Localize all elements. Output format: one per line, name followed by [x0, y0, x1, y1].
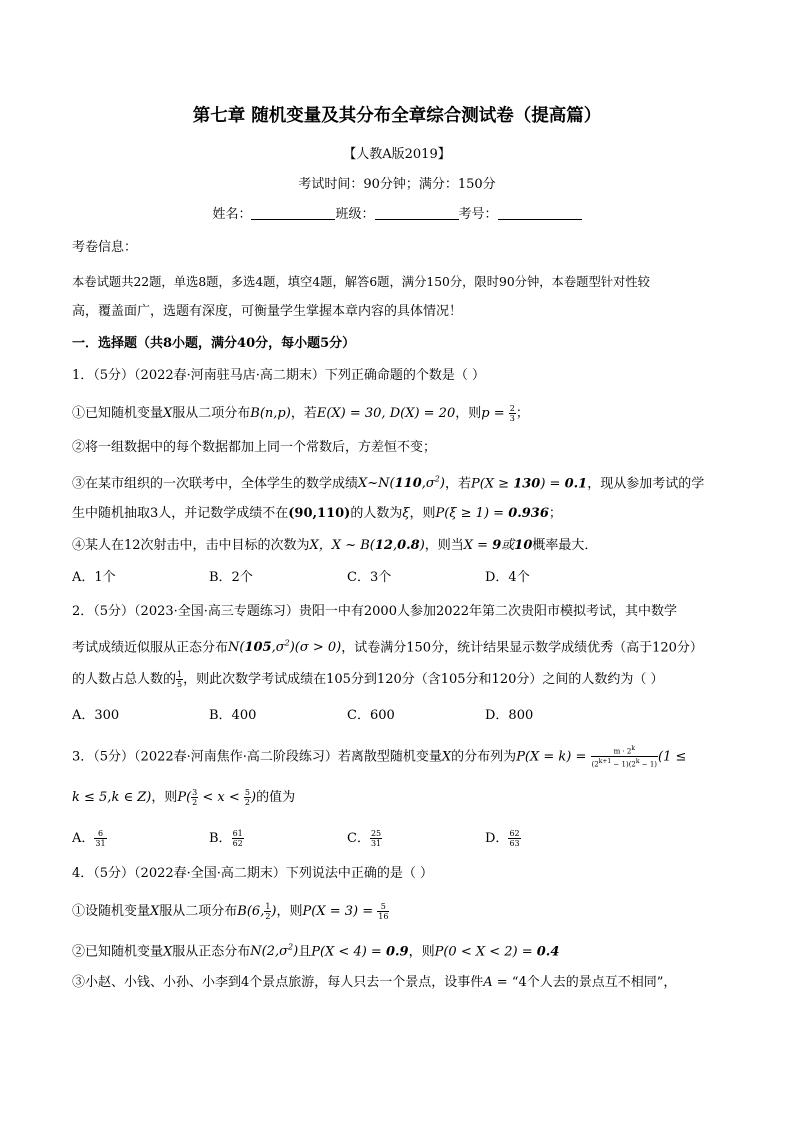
q3-text-d: 的值为 [256, 790, 296, 805]
q2-option-c[interactable]: C．600 [347, 708, 395, 723]
q2-math-normal: $N(105,\sigma^2)(\sigma > 0)$ [228, 639, 342, 656]
q1-s3-math-normal: $X\sim N(110,\sigma^2)$ [358, 475, 445, 492]
q3-option-d-num: 62 [509, 829, 520, 838]
q1-s4-text-c: 概率最大． [532, 538, 598, 553]
q4-s2-text-c: 且 [298, 944, 312, 960]
q1-statement-2: ②将一组数据中的每个数据都加上同一个常数后，方差恒不变； [72, 440, 437, 455]
q3-option-c[interactable] [347, 829, 382, 848]
q1-s1-text-a: ①已知随机变量 [72, 406, 164, 421]
q3-text-b: 的分布列为 [451, 749, 517, 765]
q3-option-b-fraction [232, 829, 244, 848]
edition-label: 【人教A版2019】 [343, 147, 451, 162]
q2-line-3 [72, 670, 664, 689]
q4-s3-text-b: “4个人去的景点互不相同”， [511, 975, 677, 990]
q4-s1-text-b: 服从二项分布 [159, 904, 238, 919]
name-label: 姓名： [212, 207, 252, 222]
section-heading: 一．选择题（共8小题，满分40分，每小题5分） [72, 336, 356, 351]
class-label: 班级： [335, 207, 375, 222]
q1-s4-text-b: ，则当 [424, 538, 464, 553]
q3-line-2 [72, 788, 295, 807]
q3-option-c-label: C． [347, 831, 370, 846]
q1-option-c[interactable]: C．3个 [347, 570, 392, 585]
q1-s3-text-c: ，现从参加考试的学 [587, 476, 705, 492]
q3-math-x: X [441, 749, 452, 765]
q1-s3-math-xi: ξ [402, 506, 410, 521]
q3-math-close: ) [251, 790, 257, 805]
q1-s1-fraction: $\frac{2}{3}$ [509, 404, 515, 423]
q1-option-a[interactable]: A．1个 [72, 570, 116, 585]
q1-s1-text-d: ，则 [455, 406, 482, 421]
q1-s3-text-a: ③在某市组织的一次联考中，全体学生的数学成绩 [72, 476, 359, 492]
q3-frac-low: $\frac{3}{2}$ [192, 788, 198, 807]
q3-math-pmf: P(X = k) = [516, 749, 591, 765]
page-title: 第七章 随机变量及其分布全章综合测试卷（提高篇） [192, 106, 602, 126]
q3-math-prob: P( [177, 790, 192, 805]
q4-s2-text-d: ，则 [408, 944, 435, 960]
q1-s4-text-a: ④某人在12次射击中，击中目标的次数为 [72, 538, 310, 553]
q1-s4-math-dist: X，X ~ B(12,0.8) [309, 538, 425, 553]
q2-option-a[interactable]: A．300 [72, 708, 120, 723]
q3-line-1 [72, 744, 686, 770]
q4-s2-math-cond: P(X < 4) = 0.9 [311, 944, 409, 960]
q1-statement-3-cont: 生中随机抽取3人，并记数学成绩不在(90,110)的人数为ξ，则P(ξ ≥ 1) = 0.936； [72, 506, 562, 521]
q1-s1-text-c: ，若 [290, 406, 317, 421]
q3-option-c-fraction [370, 829, 382, 848]
q1-s1-math-cond: E(X) = 30, D(X) = 20 [316, 406, 456, 421]
q4-s3-math-a: A = [483, 975, 512, 990]
q2-text-b: ，试卷满分150分，统计结果显示数学成绩优秀（高于120分） [341, 640, 703, 656]
q2-option-b[interactable]: B．400 [209, 708, 257, 723]
q3-math-ineq: < x < [198, 790, 244, 805]
q3-option-a[interactable] [72, 829, 107, 848]
q1-s1-math-p: p = [481, 406, 509, 421]
exam-time: 考试时间：90分钟；满分：150分 [298, 177, 496, 192]
q4-statement-1 [72, 902, 389, 921]
q1-s3-text-f: ，则 [409, 506, 436, 521]
q2-option-d[interactable]: D．800 [485, 708, 534, 723]
q2-line-1: 2．（5分）（2023·全国·高三专题练习）贵阳一中有2000人参加2022年第二次贵阳市模拟考试，其中数学 [72, 604, 678, 619]
q3-math-range-b: k ≤ 5,k ∈ Z) [72, 790, 152, 805]
q3-option-a-label: A． [72, 831, 95, 846]
q4-s2-text-b: 服从正态分布 [172, 944, 251, 960]
q3-option-d[interactable] [485, 829, 521, 848]
q1-s3-math-prob: P(X ≥ 130) = 0.1 [470, 476, 588, 492]
q3-option-c-den: 31 [370, 839, 382, 848]
q3-option-d-den: 63 [509, 839, 520, 848]
q3-text-a: 3．（5分）（2022春·河南焦作·高二阶段练习）若离散型随机变量 [72, 749, 442, 765]
q1-s1-math-binom: B(n,p) [250, 406, 291, 421]
q3-text-c: ，则 [151, 790, 178, 805]
q1-option-b[interactable]: B．2个 [209, 570, 253, 585]
q3-frac-high: $\frac{5}{2}$ [244, 788, 250, 807]
q1-statement-3 [72, 472, 704, 492]
number-label: 考号： [458, 207, 498, 222]
q4-s1-text-a: ①设随机变量 [72, 904, 151, 919]
q3-option-b-label: B． [209, 831, 232, 846]
q1-s3-math-interval: (90,110) [288, 506, 351, 521]
q2-text-d: ，则此次数学考试成绩在105分到120分（含105分和120分）之间的人数约为（ ） [183, 672, 664, 687]
q4-s1-math-close: ) [271, 904, 277, 919]
q4-s1-frac-half: $\frac{1}{2}$ [265, 902, 271, 921]
q3-option-d-label: D． [485, 831, 509, 846]
q4-s1-frac-result: $\frac{5}{16}$ [378, 902, 389, 921]
q2-fraction: $\frac{1}{5}$ [177, 670, 183, 689]
q1-statement-4 [72, 538, 597, 554]
q4-statement-2 [72, 940, 559, 960]
q3-option-b[interactable] [209, 829, 244, 848]
q3-option-b-num: 61 [232, 829, 243, 838]
q1-s3-text-d: 生中随机抽取3人，并记数学成绩不在 [72, 506, 289, 521]
q3-option-a-den: 31 [95, 839, 106, 848]
info-label: 考卷信息： [72, 240, 138, 255]
q4-stem: 4．（5分）（2022春·全国·高二期末）下列说法中正确的是（ ） [72, 866, 434, 881]
number-blank [498, 207, 582, 220]
q4-s2-math-x: X [163, 944, 173, 960]
info-line-1: 本卷试题共22题，单选8题，多选4题，填空4题，解答6题，满分150分，限时90分钟，本卷题型针对性较 [72, 275, 650, 289]
class-blank [375, 207, 459, 220]
q1-s4-math-cond: X = 9或10 [463, 538, 533, 553]
q4-s1-text-c: ，则 [276, 904, 303, 919]
q1-stem: 1．（5分）（2022春·河南驻马店·高二期末）下列正确命题的个数是（ ） [72, 368, 486, 383]
q3-pmf-fraction: $\frac{m \cdot 2k}{(2k+1 - 1)(2k - 1)}$ [591, 745, 658, 769]
q1-s3-text-e: 的人数为 [350, 506, 403, 521]
q1-s1-text-b: 服从二项分布 [172, 406, 251, 421]
q3-option-b-den: 62 [232, 839, 243, 848]
name-blank [251, 207, 335, 220]
q1-s3-math-result: P(ξ ≥ 1) = 0.936 [435, 506, 549, 521]
q3-option-a-num: 6 [94, 829, 106, 839]
q1-s3-text-b: ，若 [444, 476, 471, 492]
q3-option-c-num: 25 [370, 829, 382, 838]
q3-option-a-fraction [94, 829, 106, 848]
q4-s3-text-a: ③小赵、小钱、小孙、小李到4个景点旅游，每人只去一个景点，设事件 [72, 975, 484, 990]
q4-s1-math-x: X [150, 904, 160, 919]
q4-s2-text-a: ②已知随机变量 [72, 944, 164, 960]
q4-s1-math-binom: B(6, [237, 904, 265, 919]
q1-s1-math-x: X [163, 406, 173, 421]
q4-s1-math-prob: P(X = 3) = [302, 904, 378, 919]
q4-s2-math-normal: $N(2,\sigma^2)$ [250, 943, 299, 960]
q2-text-a: 考试成绩近似服从正态分布 [72, 640, 229, 656]
q3-math-range-a: (1 ≤ [658, 749, 687, 765]
q4-s2-math-result: P(0 < X < 2) = 0.4 [434, 944, 560, 960]
student-info-line [0, 207, 794, 223]
info-line-2: 高，覆盖面广，选题有深度，可衡量学生掌握本章内容的具体情况！ [72, 304, 463, 319]
q1-statement-1: ①已知随机变量X服从二项分布B(n,p)，若E(X) = 30, D(X) = 20，则p = $\frac{2}{3}$ ； [72, 404, 529, 423]
q2-line-2 [72, 636, 703, 656]
q4-statement-3 [72, 975, 676, 991]
q2-text-c: 的人数占总人数的 [72, 672, 177, 687]
q3-option-d-fraction [508, 829, 520, 848]
q1-option-d[interactable]: D．4个 [485, 570, 530, 585]
